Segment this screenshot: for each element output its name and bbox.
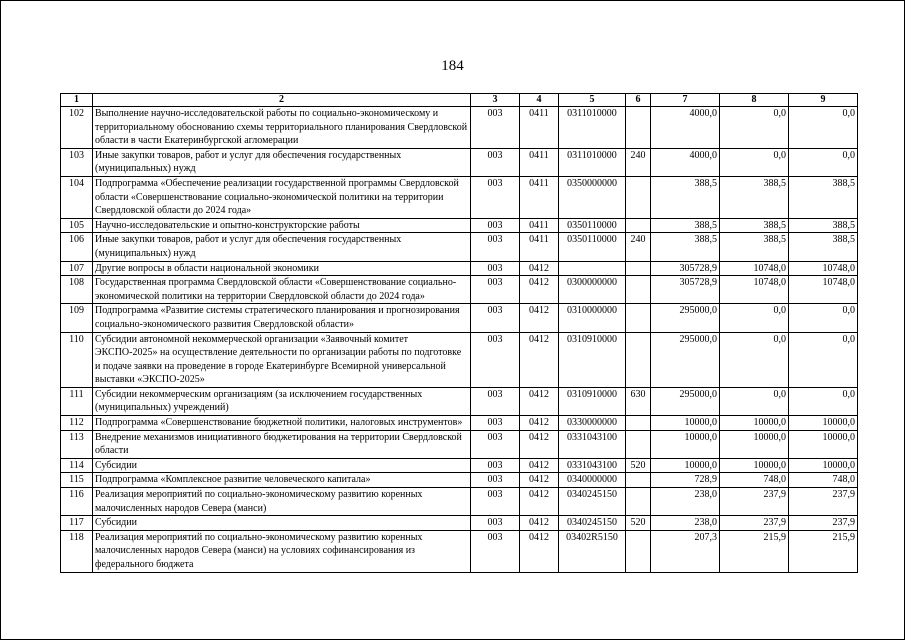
row-col-4: 0412 xyxy=(520,488,559,516)
row-col-7: 295000,0 xyxy=(651,332,720,387)
page-number: 184 xyxy=(441,58,464,74)
row-col-9: 0,0 xyxy=(789,148,858,176)
row-number: 112 xyxy=(61,416,93,431)
row-col-3: 003 xyxy=(471,148,520,176)
row-col-8: 748,0 xyxy=(720,473,789,488)
row-col-8: 10000,0 xyxy=(720,416,789,431)
row-col-5: 0350110000 xyxy=(559,233,626,261)
row-col-9: 0,0 xyxy=(789,332,858,387)
row-col-7: 238,0 xyxy=(651,516,720,531)
row-col-4: 0411 xyxy=(520,107,559,149)
row-col-3: 003 xyxy=(471,416,520,431)
row-name: Подпрограмма «Комплексное развитие человеческого капитала» xyxy=(93,473,471,488)
table-row xyxy=(61,516,858,531)
row-col-3: 003 xyxy=(471,516,520,531)
row-col-6 xyxy=(626,530,651,572)
row-number: 113 xyxy=(61,430,93,458)
row-number: 106 xyxy=(61,233,93,261)
row-col-8: 0,0 xyxy=(720,387,789,415)
table-row xyxy=(61,176,858,218)
row-col-5: 03402R5150 xyxy=(559,530,626,572)
row-name: Научно-исследовательские и опытно-конструкторские работы xyxy=(93,218,471,233)
row-col-7: 305728,9 xyxy=(651,261,720,276)
row-col-6: 240 xyxy=(626,233,651,261)
row-col-4: 0412 xyxy=(520,416,559,431)
row-col-4: 0411 xyxy=(520,176,559,218)
row-col-3: 003 xyxy=(471,261,520,276)
row-name: Реализация мероприятий по социально-экономическому развитию коренных малочисленных народов Севера (манси) на условиях софинансирования из федерального бюджета xyxy=(93,530,471,572)
table-row xyxy=(61,276,858,304)
row-col-6 xyxy=(626,488,651,516)
table-row xyxy=(61,107,858,149)
row-col-7: 10000,0 xyxy=(651,458,720,473)
row-col-5: 0340245150 xyxy=(559,488,626,516)
header-col-9: 9 xyxy=(789,94,858,107)
row-col-4: 0411 xyxy=(520,218,559,233)
row-col-4: 0412 xyxy=(520,473,559,488)
row-col-4: 0411 xyxy=(520,148,559,176)
row-col-4: 0411 xyxy=(520,233,559,261)
row-col-9: 10748,0 xyxy=(789,276,858,304)
row-number: 102 xyxy=(61,107,93,149)
row-col-7: 4000,0 xyxy=(651,107,720,149)
row-col-9: 215,9 xyxy=(789,530,858,572)
row-col-9: 237,9 xyxy=(789,488,858,516)
row-name: Государственная программа Свердловской области «Совершенствование социально-экономической политики на территории Свердловской области до 2024 года» xyxy=(93,276,471,304)
row-col-6 xyxy=(626,332,651,387)
row-col-3: 003 xyxy=(471,233,520,261)
row-col-3: 003 xyxy=(471,332,520,387)
row-col-4: 0412 xyxy=(520,332,559,387)
row-col-9: 10000,0 xyxy=(789,416,858,431)
row-col-5: 0310910000 xyxy=(559,332,626,387)
row-col-5: 0311010000 xyxy=(559,107,626,149)
row-col-9: 748,0 xyxy=(789,473,858,488)
header-col-1: 1 xyxy=(61,94,93,107)
row-name: Подпрограмма «Обеспечение реализации государственной программы Свердловской области «Совершенствование социально-экономической политики на территории Свердловской области до 2024 года» xyxy=(93,176,471,218)
row-col-6: 520 xyxy=(626,458,651,473)
budget-table xyxy=(60,93,858,573)
row-col-6 xyxy=(626,304,651,332)
row-col-7: 305728,9 xyxy=(651,276,720,304)
header-col-3: 3 xyxy=(471,94,520,107)
table-row xyxy=(61,387,858,415)
table-row xyxy=(61,458,858,473)
header-col-4: 4 xyxy=(520,94,559,107)
row-number: 116 xyxy=(61,488,93,516)
row-col-8: 237,9 xyxy=(720,516,789,531)
row-col-8: 237,9 xyxy=(720,488,789,516)
row-col-9: 237,9 xyxy=(789,516,858,531)
row-col-7: 388,5 xyxy=(651,233,720,261)
row-col-8: 0,0 xyxy=(720,332,789,387)
row-col-8: 388,5 xyxy=(720,233,789,261)
table-row xyxy=(61,304,858,332)
row-col-7: 728,9 xyxy=(651,473,720,488)
table-header-row xyxy=(61,94,858,107)
row-col-5: 0340245150 xyxy=(559,516,626,531)
row-number: 110 xyxy=(61,332,93,387)
row-col-8: 10748,0 xyxy=(720,261,789,276)
row-col-5: 0350110000 xyxy=(559,218,626,233)
row-col-5: 0310000000 xyxy=(559,304,626,332)
row-col-5: 0311010000 xyxy=(559,148,626,176)
row-col-6 xyxy=(626,276,651,304)
row-col-5: 0310910000 xyxy=(559,387,626,415)
row-col-4: 0412 xyxy=(520,458,559,473)
table-row xyxy=(61,261,858,276)
table-row xyxy=(61,416,858,431)
row-number: 109 xyxy=(61,304,93,332)
row-name: Реализация мероприятий по социально-экономическому развитию коренных малочисленных народов Севера (манси) xyxy=(93,488,471,516)
row-col-8: 0,0 xyxy=(720,107,789,149)
row-col-6 xyxy=(626,107,651,149)
row-col-8: 10748,0 xyxy=(720,276,789,304)
row-col-9: 10748,0 xyxy=(789,261,858,276)
row-col-3: 003 xyxy=(471,304,520,332)
row-col-9: 10000,0 xyxy=(789,458,858,473)
row-col-6 xyxy=(626,473,651,488)
table-row xyxy=(61,233,858,261)
row-col-5 xyxy=(559,261,626,276)
row-col-8: 0,0 xyxy=(720,148,789,176)
row-col-8: 215,9 xyxy=(720,530,789,572)
row-number: 114 xyxy=(61,458,93,473)
row-col-7: 388,5 xyxy=(651,218,720,233)
row-number: 104 xyxy=(61,176,93,218)
row-name: Иные закупки товаров, работ и услуг для обеспечения государственных (муниципальных) нужд xyxy=(93,233,471,261)
row-col-6 xyxy=(626,261,651,276)
row-col-6: 630 xyxy=(626,387,651,415)
row-col-5: 0331043100 xyxy=(559,458,626,473)
row-name: Выполнение научно-исследовательской работы по социально-экономическому и территориальному обоснованию схемы территориального планирования Свердловской области в части Екатеринбургской агломерации xyxy=(93,107,471,149)
row-name: Внедрение механизмов инициативного бюджетирования на территории Свердловской области xyxy=(93,430,471,458)
row-col-3: 003 xyxy=(471,218,520,233)
header-col-6: 6 xyxy=(626,94,651,107)
row-col-6 xyxy=(626,416,651,431)
header-col-2: 2 xyxy=(93,94,471,107)
row-col-8: 0,0 xyxy=(720,304,789,332)
row-number: 103 xyxy=(61,148,93,176)
row-name: Подпрограмма «Развитие системы стратегического планирования и прогнозирования социально-экономического развития Свердловской области» xyxy=(93,304,471,332)
row-col-8: 10000,0 xyxy=(720,458,789,473)
row-col-4: 0412 xyxy=(520,387,559,415)
row-number: 117 xyxy=(61,516,93,531)
row-col-7: 295000,0 xyxy=(651,387,720,415)
table-row xyxy=(61,218,858,233)
row-col-3: 003 xyxy=(471,387,520,415)
row-col-8: 10000,0 xyxy=(720,430,789,458)
row-col-5: 0340000000 xyxy=(559,473,626,488)
row-col-7: 10000,0 xyxy=(651,430,720,458)
row-col-5: 0331043100 xyxy=(559,430,626,458)
row-number: 111 xyxy=(61,387,93,415)
row-col-3: 003 xyxy=(471,473,520,488)
row-name: Субсидии xyxy=(93,516,471,531)
row-number: 115 xyxy=(61,473,93,488)
row-col-9: 0,0 xyxy=(789,387,858,415)
row-col-3: 003 xyxy=(471,530,520,572)
row-name: Субсидии автономной некоммерческой организации «Заявочный комитет ЭКСПО-2025» на осуществление деятельности по организации работы по подготовке и подаче заявки на проведение в городе Екатеринбурге Всемирной универсальной выставки «ЭКСПО-2025» xyxy=(93,332,471,387)
row-col-9: 388,5 xyxy=(789,218,858,233)
header-col-5: 5 xyxy=(559,94,626,107)
header-col-8: 8 xyxy=(720,94,789,107)
table-row xyxy=(61,148,858,176)
row-col-4: 0412 xyxy=(520,530,559,572)
row-col-9: 388,5 xyxy=(789,176,858,218)
row-col-7: 4000,0 xyxy=(651,148,720,176)
row-col-6: 240 xyxy=(626,148,651,176)
row-col-6 xyxy=(626,430,651,458)
row-col-5: 0300000000 xyxy=(559,276,626,304)
row-name: Субсидии некоммерческим организациям (за исключением государственных (муниципальных) учреждений) xyxy=(93,387,471,415)
row-col-9: 388,5 xyxy=(789,233,858,261)
row-col-3: 003 xyxy=(471,276,520,304)
row-col-4: 0412 xyxy=(520,276,559,304)
row-col-8: 388,5 xyxy=(720,176,789,218)
row-number: 108 xyxy=(61,276,93,304)
row-number: 118 xyxy=(61,530,93,572)
row-col-6 xyxy=(626,218,651,233)
row-col-7: 388,5 xyxy=(651,176,720,218)
row-col-4: 0412 xyxy=(520,261,559,276)
table-row xyxy=(61,430,858,458)
row-number: 105 xyxy=(61,218,93,233)
row-col-6 xyxy=(626,176,651,218)
row-col-7: 10000,0 xyxy=(651,416,720,431)
row-col-3: 003 xyxy=(471,488,520,516)
row-name: Иные закупки товаров, работ и услуг для обеспечения государственных (муниципальных) нужд xyxy=(93,148,471,176)
row-col-7: 295000,0 xyxy=(651,304,720,332)
row-col-5: 0350000000 xyxy=(559,176,626,218)
row-col-5: 0330000000 xyxy=(559,416,626,431)
row-col-3: 003 xyxy=(471,176,520,218)
row-col-4: 0412 xyxy=(520,304,559,332)
row-col-9: 0,0 xyxy=(789,304,858,332)
table-row xyxy=(61,530,858,572)
header-col-7: 7 xyxy=(651,94,720,107)
row-col-9: 10000,0 xyxy=(789,430,858,458)
row-name: Подпрограмма «Совершенствование бюджетной политики, налоговых инструментов» xyxy=(93,416,471,431)
table-row xyxy=(61,332,858,387)
row-col-9: 0,0 xyxy=(789,107,858,149)
row-name: Другие вопросы в области национальной экономики xyxy=(93,261,471,276)
table-row xyxy=(61,488,858,516)
row-name: Субсидии xyxy=(93,458,471,473)
row-col-7: 238,0 xyxy=(651,488,720,516)
row-col-4: 0412 xyxy=(520,430,559,458)
row-col-3: 003 xyxy=(471,458,520,473)
table-row xyxy=(61,473,858,488)
row-col-8: 388,5 xyxy=(720,218,789,233)
row-col-3: 003 xyxy=(471,430,520,458)
row-number: 107 xyxy=(61,261,93,276)
row-col-7: 207,3 xyxy=(651,530,720,572)
row-col-3: 003 xyxy=(471,107,520,149)
row-col-4: 0412 xyxy=(520,516,559,531)
row-col-6: 520 xyxy=(626,516,651,531)
